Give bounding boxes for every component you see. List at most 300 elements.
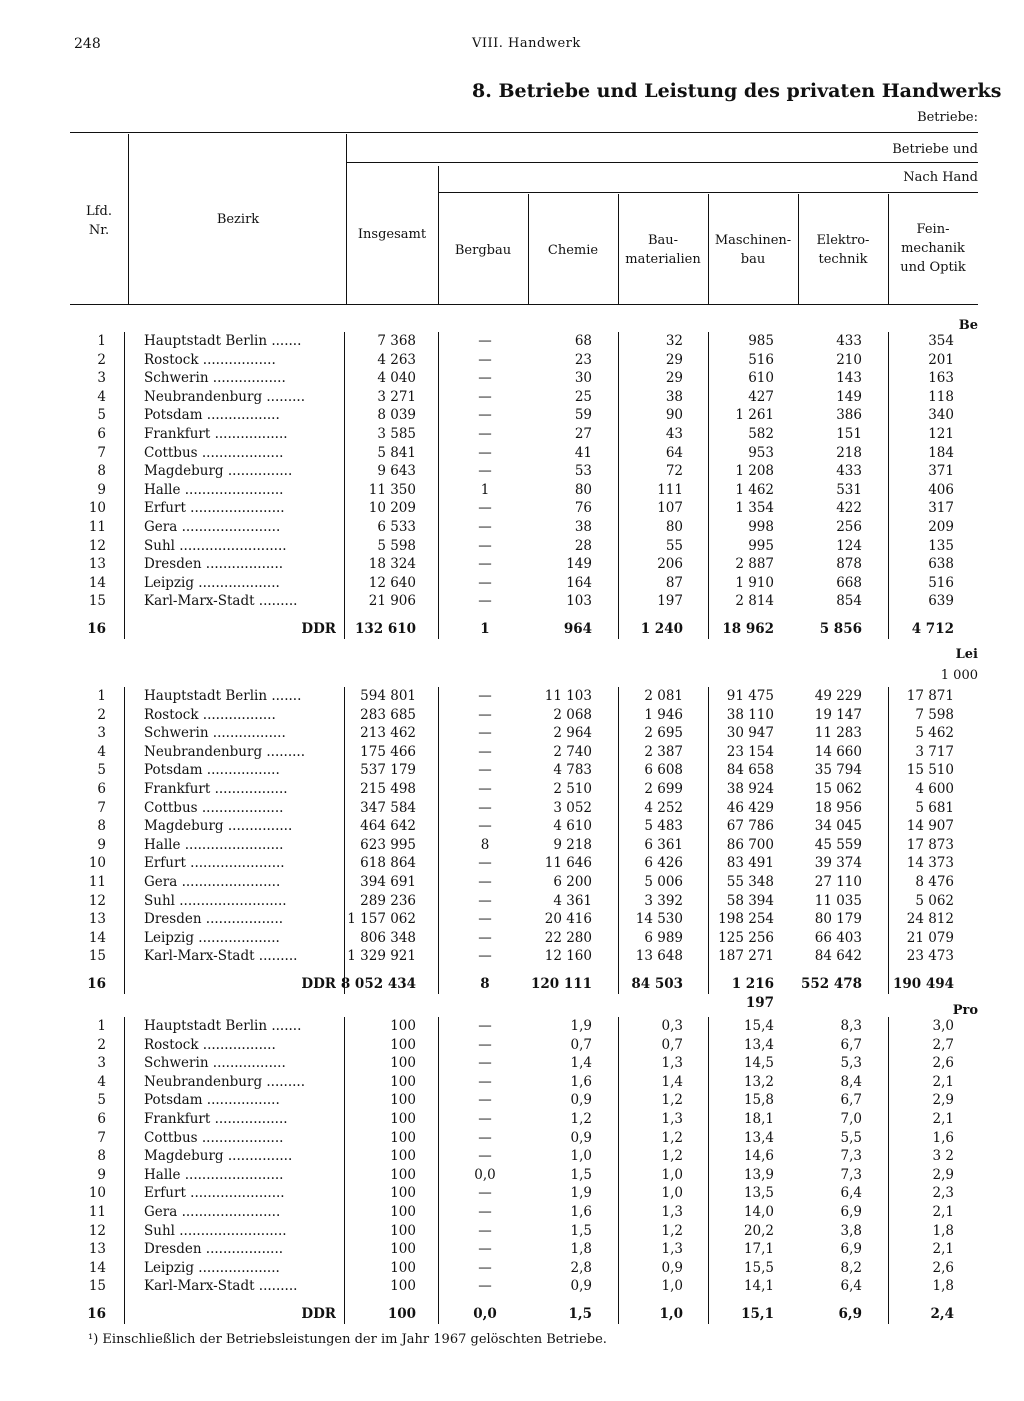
cell-ele: 124 bbox=[836, 537, 862, 554]
cell-mas: 14,0 bbox=[743, 1204, 774, 1220]
cell-fein: 7 598 bbox=[915, 706, 954, 723]
cell-no: 13 bbox=[88, 1241, 106, 1258]
cell-no: 5 bbox=[97, 1092, 106, 1109]
cell-bau: 197 bbox=[657, 593, 683, 610]
cell-ele: 3,8 bbox=[840, 1222, 862, 1239]
cell-name: Rostock ................. bbox=[144, 351, 276, 368]
cell-ele: 5,5 bbox=[840, 1129, 862, 1146]
cell-berg: — bbox=[478, 1073, 492, 1090]
cell-no: 4 bbox=[97, 388, 106, 405]
cell-fein: 2,7 bbox=[932, 1036, 954, 1053]
cell-no: 1 bbox=[97, 1018, 106, 1034]
cell-no: 12 bbox=[88, 892, 106, 909]
cell-tot: 100 bbox=[390, 1278, 416, 1295]
cell-tot: 175 466 bbox=[360, 743, 416, 760]
cell-tot: 18 324 bbox=[368, 556, 416, 573]
cell-ele: 8,4 bbox=[840, 1073, 862, 1090]
cell-fein: 638 bbox=[928, 556, 954, 573]
cell-berg: — bbox=[478, 556, 492, 573]
cell-fein: 5 681 bbox=[915, 799, 954, 816]
col-elektrotechnik: Elektro- technik bbox=[816, 233, 870, 267]
cell-chem: 164 bbox=[566, 574, 592, 591]
cell-name: Cottbus ................... bbox=[144, 799, 284, 816]
cell-bau: 84 503 bbox=[631, 976, 683, 992]
cell-bau: 0,7 bbox=[661, 1036, 683, 1053]
total-row bbox=[0, 1305, 1024, 1324]
cell-mas: 13,2 bbox=[743, 1073, 774, 1090]
cell-bau: 5 483 bbox=[644, 818, 683, 835]
cell-mas: 187 271 bbox=[718, 948, 774, 965]
cell-berg: — bbox=[478, 1278, 492, 1295]
cell-mas: 13,9 bbox=[743, 1166, 774, 1183]
cell-fein: 209 bbox=[928, 519, 954, 535]
table-row bbox=[0, 1240, 1024, 1259]
cell-berg: — bbox=[478, 799, 492, 816]
cell-no: 14 bbox=[88, 929, 106, 946]
cell-berg: — bbox=[478, 1204, 492, 1220]
cell-chem: 1,5 bbox=[570, 1222, 592, 1239]
table-row bbox=[0, 518, 1024, 537]
cell-fein: 1,8 bbox=[932, 1222, 954, 1239]
cell-chem: 3 052 bbox=[553, 799, 592, 816]
cell-ele: 6,4 bbox=[840, 1185, 862, 1202]
cell-fein: 2,1 bbox=[932, 1111, 954, 1127]
cell-berg: — bbox=[478, 706, 492, 723]
cell-no: 16 bbox=[87, 621, 106, 637]
cell-bau: 1,3 bbox=[661, 1241, 683, 1258]
cell-fein: 340 bbox=[928, 407, 954, 424]
table-row bbox=[0, 537, 1024, 556]
cell-bau: 1,0 bbox=[661, 1185, 683, 1202]
cell-fein: 371 bbox=[928, 463, 954, 480]
cell-berg: — bbox=[478, 1222, 492, 1239]
cell-chem: 1,2 bbox=[570, 1111, 592, 1127]
cell-ele: 80 179 bbox=[814, 911, 862, 928]
cell-tot: 464 642 bbox=[360, 818, 416, 835]
cell-fein: 190 494 bbox=[892, 976, 954, 992]
cell-mas: 55 348 bbox=[726, 874, 774, 890]
cell-mas: 17,1 bbox=[743, 1241, 774, 1258]
cell-tot: 100 bbox=[390, 1055, 416, 1072]
cell-name: Rostock ................. bbox=[144, 1036, 276, 1053]
cell-berg: — bbox=[478, 333, 492, 349]
cell-mas: 427 bbox=[748, 388, 774, 405]
cell-chem: 120 111 bbox=[530, 976, 592, 992]
cell-chem: 964 bbox=[563, 621, 592, 637]
col-group-nach-hand: Nach Hand bbox=[903, 170, 978, 185]
cell-fein: 1,8 bbox=[932, 1278, 954, 1295]
col-maschinenbau: Maschinen- bau bbox=[714, 233, 792, 267]
cell-fein: 2,9 bbox=[932, 1092, 954, 1109]
cell-ele: 14 660 bbox=[814, 743, 862, 760]
cell-fein: 135 bbox=[928, 537, 954, 554]
cell-berg: — bbox=[478, 1241, 492, 1258]
cell-berg: — bbox=[478, 762, 492, 779]
cell-berg: — bbox=[478, 593, 492, 610]
cell-no: 6 bbox=[97, 1111, 106, 1127]
cell-chem: 38 bbox=[574, 519, 592, 535]
cell-chem: 1,6 bbox=[570, 1073, 592, 1090]
cell-tot: 9 643 bbox=[377, 463, 416, 480]
table-row bbox=[0, 687, 1024, 706]
cell-mas: 14,5 bbox=[743, 1055, 774, 1072]
col-lfd-nr: Lfd. Nr. bbox=[86, 204, 112, 238]
col-feinmechanik: Fein- mechanik und Optik bbox=[900, 222, 966, 275]
cell-no: 2 bbox=[97, 351, 106, 368]
cell-berg: — bbox=[478, 818, 492, 835]
table-row bbox=[0, 817, 1024, 836]
cell-ele: 386 bbox=[836, 407, 862, 424]
cell-berg: — bbox=[478, 407, 492, 424]
table-row bbox=[0, 910, 1024, 929]
cell-fein: 163 bbox=[928, 370, 954, 387]
cell-tot: 213 462 bbox=[360, 725, 416, 742]
section-label: Be bbox=[958, 318, 978, 333]
cell-no: 9 bbox=[97, 481, 106, 498]
cell-tot: 11 350 bbox=[368, 481, 416, 498]
cell-chem: 25 bbox=[574, 388, 592, 405]
cell-no: 13 bbox=[88, 556, 106, 573]
cell-no: 2 bbox=[97, 1036, 106, 1053]
cell-mas: 2 887 bbox=[735, 556, 774, 573]
cell-name: Leipzig ................... bbox=[144, 1259, 280, 1276]
cell-berg: — bbox=[478, 1055, 492, 1072]
cell-no: 1 bbox=[97, 688, 106, 704]
cell-fein: 17 873 bbox=[906, 836, 954, 853]
cell-name: Gera ....................... bbox=[144, 1204, 281, 1220]
cell-ele: 5 856 bbox=[819, 621, 862, 637]
cell-no: 13 bbox=[88, 911, 106, 928]
table-row bbox=[0, 1203, 1024, 1222]
cell-no: 12 bbox=[88, 1222, 106, 1239]
cell-bau: 1,2 bbox=[661, 1148, 683, 1165]
cell-mas: 995 bbox=[748, 537, 774, 554]
cell-berg: — bbox=[478, 781, 492, 797]
cell-ele: 7,0 bbox=[840, 1111, 862, 1127]
cell-ele: 27 110 bbox=[814, 874, 862, 890]
cell-no: 9 bbox=[97, 836, 106, 853]
cell-chem: 2 510 bbox=[553, 781, 592, 797]
cell-ele: 6,9 bbox=[840, 1241, 862, 1258]
cell-chem: 9 218 bbox=[553, 836, 592, 853]
cell-chem: 68 bbox=[574, 333, 592, 349]
cell-fein: 5 062 bbox=[915, 892, 954, 909]
cell-name: Cottbus ................... bbox=[144, 444, 284, 461]
cell-chem: 4 783 bbox=[553, 762, 592, 779]
cell-fein: 3,0 bbox=[932, 1018, 954, 1034]
cell-tot: 100 bbox=[390, 1018, 416, 1034]
cell-fein: 2,3 bbox=[932, 1185, 954, 1202]
cell-tot: 3 585 bbox=[377, 426, 416, 442]
cell-tot: 100 bbox=[390, 1185, 416, 1202]
cell-berg: 0,0 bbox=[473, 1306, 497, 1322]
cell-tot: 394 691 bbox=[360, 874, 416, 890]
cell-name: Neubrandenburg ......... bbox=[144, 1073, 306, 1090]
cell-chem: 11 103 bbox=[544, 688, 592, 704]
cell-name: Neubrandenburg ......... bbox=[144, 743, 306, 760]
cell-ele: 6,9 bbox=[840, 1204, 862, 1220]
cell-tot: 283 685 bbox=[360, 706, 416, 723]
cell-tot: 100 bbox=[390, 1241, 416, 1258]
cell-mas: 125 256 bbox=[718, 929, 774, 946]
cell-tot: 100 bbox=[390, 1148, 416, 1165]
cell-bau: 206 bbox=[657, 556, 683, 573]
cell-mas: 1 208 bbox=[735, 463, 774, 480]
cell-berg: 1 bbox=[480, 481, 490, 498]
cell-tot: 100 bbox=[390, 1036, 416, 1053]
cell-berg: — bbox=[478, 929, 492, 946]
cell-no: 3 bbox=[97, 370, 106, 387]
cell-tot: 1 329 921 bbox=[347, 948, 416, 965]
cell-berg: — bbox=[478, 1036, 492, 1053]
cell-fein: 4 712 bbox=[911, 621, 954, 637]
cell-fein: 201 bbox=[928, 351, 954, 368]
table-row bbox=[0, 444, 1024, 463]
table-row bbox=[0, 947, 1024, 966]
cell-tot: 100 bbox=[390, 1073, 416, 1090]
footnote: ¹) Einschließlich der Betriebsleistungen der im Jahr 1967 gelöschten Betriebe. bbox=[88, 1332, 607, 1347]
cell-mas: 582 bbox=[748, 426, 774, 442]
cell-chem: 103 bbox=[566, 593, 592, 610]
table-row bbox=[0, 351, 1024, 370]
cell-bau: 6 989 bbox=[644, 929, 683, 946]
cell-tot: 806 348 bbox=[360, 929, 416, 946]
cell-ele: 433 bbox=[836, 463, 862, 480]
cell-ele: 39 374 bbox=[814, 855, 862, 872]
cell-name: Gera ....................... bbox=[144, 874, 281, 890]
cell-chem: 4 361 bbox=[553, 892, 592, 909]
cell-mas: 1 261 bbox=[735, 407, 774, 424]
cell-no: 4 bbox=[97, 1073, 106, 1090]
cell-no: 11 bbox=[88, 1204, 106, 1220]
cell-ele: 34 045 bbox=[814, 818, 862, 835]
cell-fein: 118 bbox=[928, 388, 954, 405]
cell-tot: 5 598 bbox=[377, 537, 416, 554]
cell-no: 10 bbox=[88, 1185, 106, 1202]
cell-name: Erfurt ...................... bbox=[144, 1185, 285, 1202]
cell-bau: 1,3 bbox=[661, 1055, 683, 1072]
cell-mas: 15,5 bbox=[743, 1259, 774, 1276]
table-row bbox=[0, 1184, 1024, 1203]
cell-mas: 67 786 bbox=[726, 818, 774, 835]
cell-fein: 3 717 bbox=[915, 743, 954, 760]
cell-no: 4 bbox=[97, 743, 106, 760]
cell-chem: 1,9 bbox=[570, 1185, 592, 1202]
cell-bau: 1,0 bbox=[659, 1306, 683, 1322]
cell-no: 10 bbox=[88, 855, 106, 872]
cell-ele: 878 bbox=[836, 556, 862, 573]
cell-tot: 5 841 bbox=[377, 444, 416, 461]
header-top-rule bbox=[70, 132, 978, 133]
cell-tot: 537 179 bbox=[360, 762, 416, 779]
cell-fein: 17 871 bbox=[906, 688, 954, 704]
cell-berg: — bbox=[478, 743, 492, 760]
cell-name: Erfurt ...................... bbox=[144, 500, 285, 517]
cell-tot: 10 209 bbox=[368, 500, 416, 517]
cell-name: DDR bbox=[301, 976, 336, 992]
cell-ele: 531 bbox=[836, 481, 862, 498]
cell-bau: 29 bbox=[665, 351, 683, 368]
cell-chem: 2 740 bbox=[553, 743, 592, 760]
cell-name: Magdeburg ............... bbox=[144, 818, 293, 835]
cell-name: DDR bbox=[301, 621, 336, 637]
cell-name: Karl-Marx-Stadt ......... bbox=[144, 1278, 298, 1295]
cell-bau: 2 695 bbox=[644, 725, 683, 742]
cell-chem: 1,5 bbox=[568, 1306, 592, 1322]
table-row bbox=[0, 761, 1024, 780]
header-divider-3 bbox=[438, 166, 439, 304]
cell-name: Halle ....................... bbox=[144, 481, 284, 498]
cell-name: Schwerin ................. bbox=[144, 1055, 286, 1072]
cell-ele: 6,7 bbox=[840, 1036, 862, 1053]
cell-bau: 1 240 bbox=[640, 621, 683, 637]
cell-chem: 12 160 bbox=[544, 948, 592, 965]
cell-bau: 6 608 bbox=[644, 762, 683, 779]
cell-tot: 347 584 bbox=[360, 799, 416, 816]
cell-fein: 15 510 bbox=[906, 762, 954, 779]
cell-fein: 121 bbox=[928, 426, 954, 442]
cell-fein: 2,9 bbox=[932, 1166, 954, 1183]
col-bezirk: Bezirk bbox=[216, 212, 260, 227]
cell-berg: — bbox=[478, 463, 492, 480]
cell-mas: 84 658 bbox=[726, 762, 774, 779]
table-row bbox=[0, 706, 1024, 725]
cell-mas: 14,1 bbox=[743, 1278, 774, 1295]
cell-fein: 354 bbox=[928, 333, 954, 349]
cell-no: 15 bbox=[88, 593, 106, 610]
cell-bau: 64 bbox=[665, 444, 683, 461]
table-row bbox=[0, 388, 1024, 407]
cell-fein: 2,6 bbox=[932, 1259, 954, 1276]
cell-name: Erfurt ...................... bbox=[144, 855, 285, 872]
cell-chem: 0,9 bbox=[570, 1278, 592, 1295]
cell-ele: 49 229 bbox=[814, 688, 862, 704]
cell-berg: — bbox=[478, 892, 492, 909]
cell-fein: 14 373 bbox=[906, 855, 954, 872]
cell-no: 1 bbox=[97, 333, 106, 349]
cell-name: Potsdam ................. bbox=[144, 1092, 280, 1109]
cell-no: 11 bbox=[88, 519, 106, 535]
table-row bbox=[0, 1147, 1024, 1166]
cell-chem: 1,5 bbox=[570, 1166, 592, 1183]
cell-no: 11 bbox=[88, 874, 106, 890]
chapter-heading: VIII. Handwerk bbox=[472, 36, 581, 51]
section-unit-label: 1 000 bbox=[940, 668, 978, 683]
total-row bbox=[0, 620, 1024, 639]
cell-mas: 516 bbox=[748, 351, 774, 368]
cell-mas: 46 429 bbox=[726, 799, 774, 816]
cell-name: Dresden .................. bbox=[144, 556, 284, 573]
cell-berg: — bbox=[478, 370, 492, 387]
cell-tot: 1 157 062 bbox=[347, 911, 416, 928]
cell-ele: 8,3 bbox=[840, 1018, 862, 1034]
cell-chem: 1,6 bbox=[570, 1204, 592, 1220]
section-label: Pro bbox=[952, 1003, 978, 1018]
cell-chem: 2 068 bbox=[553, 706, 592, 723]
cell-chem: 4 610 bbox=[553, 818, 592, 835]
table-row bbox=[0, 369, 1024, 388]
cell-no: 6 bbox=[97, 426, 106, 442]
cell-name: Hauptstadt Berlin ....... bbox=[144, 333, 302, 349]
table-row bbox=[0, 425, 1024, 444]
cell-chem: 30 bbox=[574, 370, 592, 387]
cell-mas: 14,6 bbox=[743, 1148, 774, 1165]
table-row bbox=[0, 1222, 1024, 1241]
table-row bbox=[0, 499, 1024, 518]
cell-ele: 6,9 bbox=[838, 1306, 862, 1322]
cell-bau: 2 387 bbox=[644, 743, 683, 760]
cell-ele: 256 bbox=[836, 519, 862, 535]
cell-name: Hauptstadt Berlin ....... bbox=[144, 688, 302, 704]
cell-mas: 38 110 bbox=[726, 706, 774, 723]
cell-ele: 6,4 bbox=[840, 1278, 862, 1295]
cell-ele: 854 bbox=[836, 593, 862, 610]
cell-name: Frankfurt ................. bbox=[144, 1111, 288, 1127]
cell-tot: 618 864 bbox=[360, 855, 416, 872]
cell-berg: — bbox=[478, 1111, 492, 1127]
table-row bbox=[0, 873, 1024, 892]
cell-name: Schwerin ................. bbox=[144, 370, 286, 387]
cell-bau: 1,4 bbox=[661, 1073, 683, 1090]
cell-mas: 998 bbox=[748, 519, 774, 535]
cell-ele: 35 794 bbox=[814, 762, 862, 779]
cell-fein: 2,6 bbox=[932, 1055, 954, 1072]
cell-berg: — bbox=[478, 500, 492, 517]
cell-name: Neubrandenburg ......... bbox=[144, 388, 306, 405]
col-insgesamt: Insgesamt bbox=[357, 227, 427, 242]
col-chemie: Chemie bbox=[547, 243, 599, 258]
cell-ele: 151 bbox=[836, 426, 862, 442]
cell-mas: 20,2 bbox=[743, 1222, 774, 1239]
cell-berg: — bbox=[478, 1129, 492, 1146]
cell-berg: — bbox=[478, 911, 492, 928]
cell-berg: — bbox=[478, 444, 492, 461]
cell-tot: 21 906 bbox=[368, 593, 416, 610]
cell-bau: 1 946 bbox=[644, 706, 683, 723]
table-row bbox=[0, 743, 1024, 762]
cell-ele: 210 bbox=[836, 351, 862, 368]
cell-tot: 3 271 bbox=[377, 388, 416, 405]
cell-ele: 218 bbox=[836, 444, 862, 461]
table-row bbox=[0, 462, 1024, 481]
cell-no: 8 bbox=[97, 1148, 106, 1165]
cell-ele: 433 bbox=[836, 333, 862, 349]
cell-fein: 4 600 bbox=[915, 781, 954, 797]
cell-berg: — bbox=[478, 574, 492, 591]
cell-name: Magdeburg ............... bbox=[144, 1148, 293, 1165]
unit-label: Betriebe: bbox=[917, 110, 978, 125]
table-title: 8. Betriebe und Leistung des privaten Handwerks bbox=[472, 80, 1002, 102]
table-row bbox=[0, 406, 1024, 425]
cell-no: 15 bbox=[88, 948, 106, 965]
cell-berg: — bbox=[478, 1092, 492, 1109]
cell-berg: — bbox=[478, 1259, 492, 1276]
cell-name: Frankfurt ................. bbox=[144, 781, 288, 797]
cell-berg: — bbox=[478, 855, 492, 872]
cell-bau: 80 bbox=[665, 519, 683, 535]
cell-fein: 317 bbox=[928, 500, 954, 517]
cell-mas: 13,4 bbox=[743, 1036, 774, 1053]
table-row bbox=[0, 799, 1024, 818]
cell-chem: 0,9 bbox=[570, 1092, 592, 1109]
cell-name: DDR bbox=[301, 1306, 336, 1322]
cell-fein: 406 bbox=[928, 481, 954, 498]
cell-bau: 1,0 bbox=[661, 1278, 683, 1295]
cell-fein: 184 bbox=[928, 444, 954, 461]
cell-mas: 18 962 bbox=[722, 621, 774, 637]
cell-berg: — bbox=[478, 426, 492, 442]
cell-berg: — bbox=[478, 688, 492, 704]
